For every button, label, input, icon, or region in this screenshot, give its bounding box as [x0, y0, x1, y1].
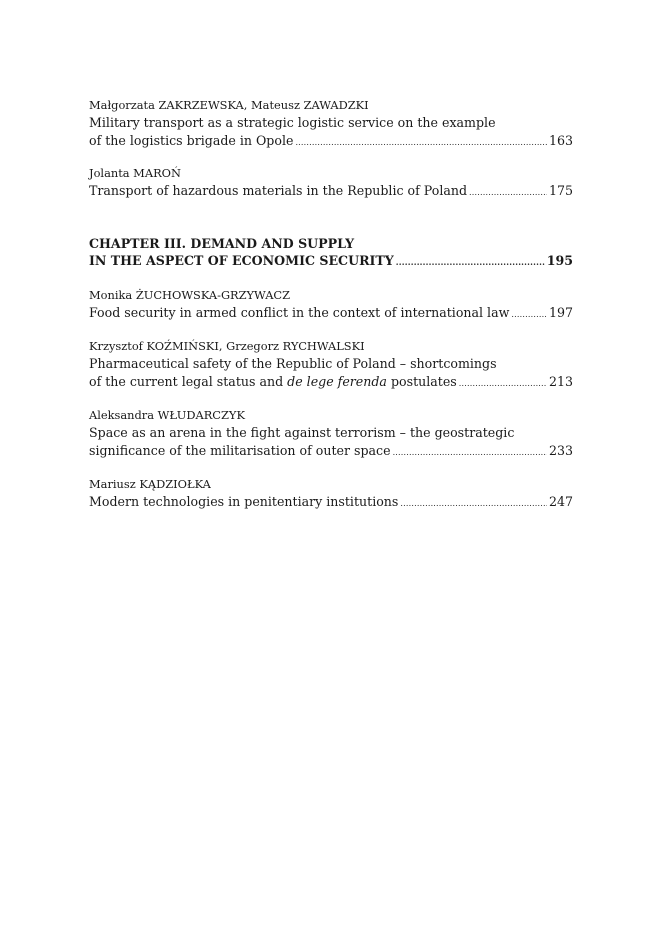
entry-title-text [89, 373, 457, 391]
entry-title: Military transport as a strategic logistic service on the example [89, 115, 496, 130]
entry-authors: Mariusz KĄDZIOŁKA [89, 477, 211, 491]
page-number: 163 [548, 132, 573, 148]
dot-leader [459, 375, 547, 393]
dot-leader [469, 184, 547, 202]
page-number: 213 [548, 373, 573, 389]
page-number: 195 [546, 253, 573, 268]
entry-title: Pharmaceutical safety of the Republic of Poland – shortcomings [89, 356, 497, 371]
entry-title-text: of the logistics brigade in Opole [89, 132, 294, 148]
toc-entry [89, 407, 573, 459]
page-number: 197 [548, 304, 573, 320]
chapter-title-last-line [89, 252, 573, 270]
entry-title-last-line [89, 132, 573, 150]
entry-title-text-post: postulates [390, 373, 457, 389]
entry-title-text-pre: of the current legal status and [89, 373, 284, 389]
chapter-title: CHAPTER III. DEMAND AND SUPPLY [89, 235, 355, 251]
dot-leader [400, 495, 547, 513]
dot-leader [511, 306, 547, 324]
entry-title: Space as an arena in the fight against terrorism – the geostrategic [89, 425, 515, 440]
dot-leader [295, 134, 547, 152]
page-number: 247 [548, 494, 573, 509]
chapter-heading [89, 235, 573, 270]
toc-entry [89, 165, 573, 200]
entry-title-last-line [89, 373, 573, 391]
entry-authors: Monika ŻUCHOWSKA-GRZYWACZ [89, 287, 291, 302]
entry-title-last-line [89, 304, 573, 322]
page-number: 175 [548, 183, 573, 198]
entry-authors: Małgorzata ZAKRZEWSKA, Mateusz ZAWADZKI [89, 98, 369, 112]
dot-leader [393, 444, 547, 462]
chapter-title-text: IN THE ASPECT OF ECONOMIC SECURITY [89, 253, 394, 268]
entry-title-last-line [89, 182, 573, 200]
entry-title-text: Food security in armed conflict in the context of international law [89, 304, 510, 320]
toc-entry [89, 476, 573, 511]
toc-entry [89, 97, 573, 149]
toc-entry [89, 287, 573, 322]
entry-title-last-line [89, 442, 573, 460]
page-number: 233 [548, 442, 573, 458]
entry-title-last-line [89, 493, 573, 511]
dot-leader [396, 254, 545, 272]
table-of-contents [89, 97, 573, 511]
entry-title-text: Transport of hazardous materials in the Republic of Poland [89, 183, 468, 198]
entry-title-text: Modern technologies in penitentiary institutions [89, 494, 399, 509]
toc-entry [89, 338, 573, 390]
entry-authors: Jolanta MAROŃ [89, 166, 181, 180]
entry-authors: Aleksandra WŁUDARCZYK [89, 408, 245, 422]
entry-title-text: significance of the militarisation of outer space [89, 442, 391, 458]
entry-title-italic: de lege ferenda [287, 373, 387, 389]
entry-authors: Krzysztof KOŹMIŃSKI, Grzegorz RYCHWALSKI [89, 339, 365, 353]
